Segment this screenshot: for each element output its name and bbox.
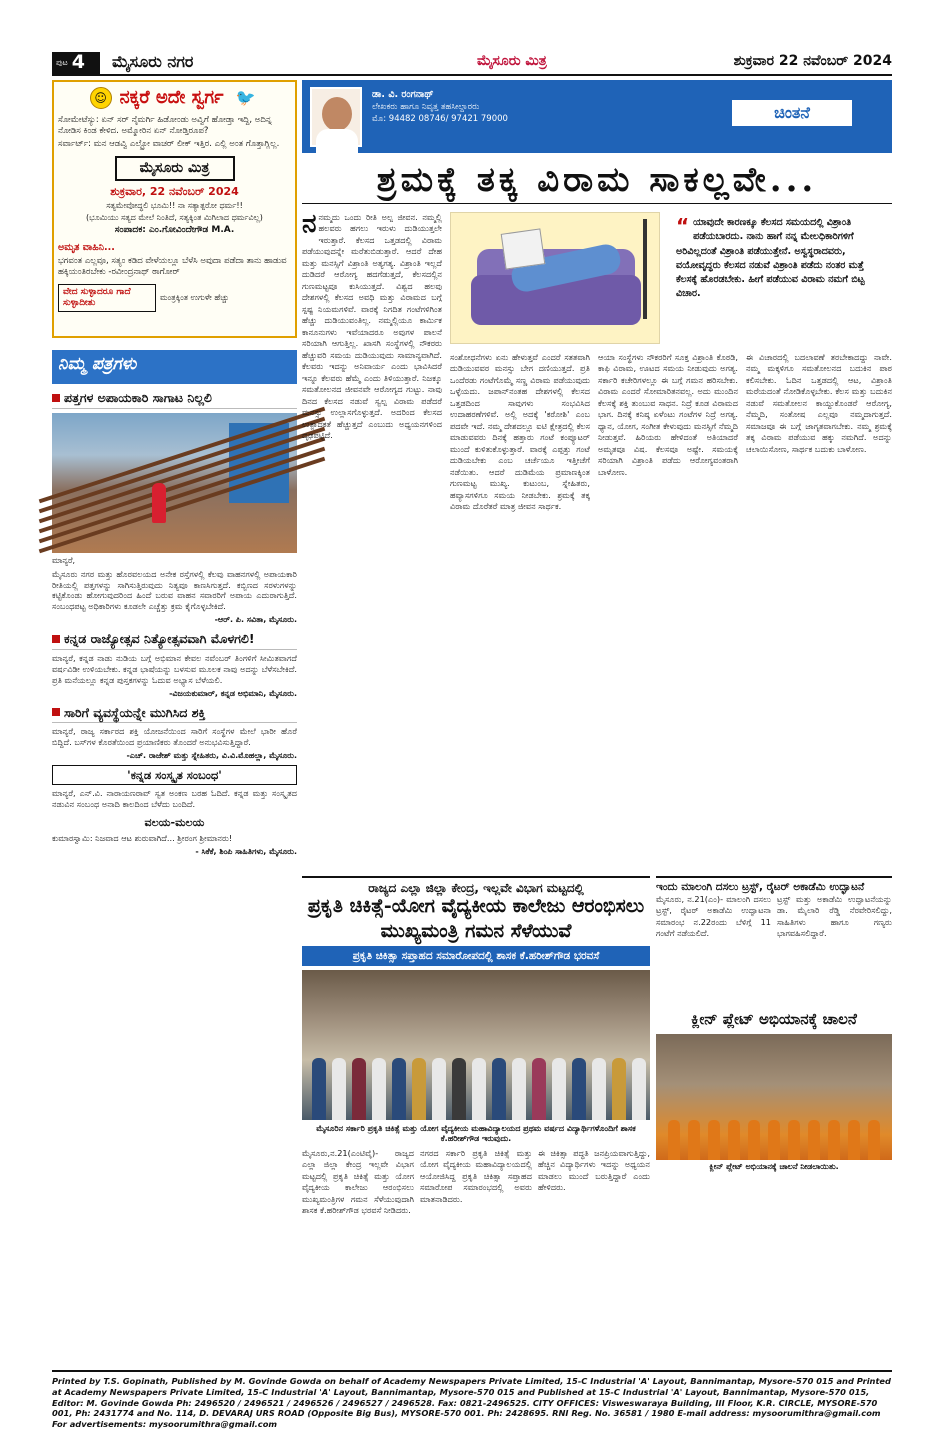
clean-plate-headline: ಕ್ಲೀನ್ ಪ್ಲೇಟ್ ಅಭಿಯಾನಕ್ಕೆ ಚಾಲನೆ xyxy=(691,1010,857,1028)
valaya-signature: - ಸಿಕೆಕೆ, ಶಿಂಪಿ ಸಾಹಿತಿಗಳು, ಮೈಸೂರು. xyxy=(195,846,297,856)
left-column xyxy=(52,80,297,857)
nakkare-date: ಶುಕ್ರವಾರ, 22 ನವೆಂಬರ್ 2024 xyxy=(110,185,239,199)
motto: ಸತ್ಯಮೇವೋದ್ಧಲಿ ಭೂಮಿ!! ನಾ ಸತ್ಯಾತ್ಪರೋ ಧರ್ಮ!! xyxy=(106,201,243,211)
resting-man-illustration xyxy=(450,212,660,344)
letter-2-signature: -ವಿಜಯಕುಮಾರ್, ಕನ್ನಡ ಅಭಿಮಾನಿ, ಮೈಸೂರು. xyxy=(169,688,297,698)
naturopathy-col-1: ಮೈಸೂರು,ನ.21(ಎಂಟಿವೈ)- ರಾಜ್ಯದ ಎಲ್ಲಾ ಜಿಲ್ಲಾ ಕೇಂದ್ರ ಇಲ್ಲವೇ ವಿಭಾಗ ಮಟ್ಟದಲ್ಲಿ ಪ್ರಕೃತಿ ಚಿಕಿತ್ಸೆ ಮತ್ತು ಯೋಗ ವೈದ್ಯಕೀಯ ಕಾಲೇಜು ಆರಂಭಿಸಲು ಮುಖ್ಯಮಂತ್ರಿಗಳ ಗಮನ ಸೆಳೆಯುವುದಾಗಿ ಶಾಸಕ ಕೆ.ಹರೀಶ್‌ಗೌಡ ಭರವಸೆ ನೀಡಿದರು. xyxy=(302,1148,414,1216)
quote-mark-icon: “ xyxy=(676,214,690,238)
naturopathy-kicker: ರಾಜ್ಯದ ಎಲ್ಲಾ ಜಿಲ್ಲಾ ಕೇಂದ್ರ, ಇಲ್ಲವೇ ವಿಭಾಗ ಮಟ್ಟದಲ್ಲಿ xyxy=(302,876,650,896)
group-photo xyxy=(302,970,650,1120)
letter-2-text: ಮಾನ್ಯರೆ, ಕನ್ನಡ ನಾಡು ನುಡಿಯ ಬಗ್ಗೆ ಅಭಿಮಾನ ಕೇವಲ ನವೆಂಬರ್ ತಿಂಗಳಿಗೆ ಸೀಮಿತವಾಗದೆ ವರ್ಷವಿಡೀ ಉಳಿಯಬೇಕು. ಕನ್ನಡ ಭಾಷೆಯನ್ನು ಬಳಸುವ ಮೂಲಕ ನಾವು ಅದನ್ನು ಬೆಳೆಸಬೇಕಿದೆ. ಪ್ರತಿ ಮನೆಯಲ್ಲೂ ಕನ್ನಡ ಪುಸ್ತಕಗಳನ್ನು ಓದುವ ಅಭ್ಯಾಸ ಬೆಳೆಯಲಿ. xyxy=(52,652,297,685)
author-photo xyxy=(310,87,362,147)
letter-3-title: ಸಾರಿಗೆ ವ್ಯವಸ್ಥೆಯನ್ನೇ ಮುಗಿಸಿದ ಶಕ್ತಿ xyxy=(52,705,297,724)
letter-2-title: ಕನ್ನಡ ರಾಜ್ಯೋತ್ಸವ ನಿತ್ಯೋತ್ಸವವಾಗಿ ಮೊಳಗಲಿ! xyxy=(52,631,297,650)
masthead xyxy=(52,50,892,76)
bird-icon: 🐦 xyxy=(235,88,256,107)
pipes-photo xyxy=(52,413,297,553)
bullet-square-icon xyxy=(52,394,60,402)
author-band xyxy=(302,80,892,153)
trust-text-1: ಮೈಸೂರು, ನ.21(ಎಂ)- ಮಾಲಂಗಿ ದಸಲು ಟ್ರಸ್ಟ್, ರೈಟರ್ ಅಕಾಡೆಮಿ ಉದ್ಘಾಟನಾ ಸಮಾರಂಭ ನ.22ರಂದು ಬೆಳಿಗ್ಗೆ 11 ಗಂಟೆಗೆ ನಡೆಯಲಿದೆ. xyxy=(656,894,771,939)
article-body xyxy=(302,209,892,872)
naturopathy-subhead: ಪ್ರಕೃತಿ ಚಿಕಿತ್ಸಾ ಸಪ್ತಾಹದ ಸಮಾರೋಪದಲ್ಲಿ ಶಾಸಕ ಕೆ.ಹರೀಶ್‌ಗೌಡ ಭರವಸೆ xyxy=(302,946,650,966)
letter-4-text: ಮಾನ್ಯರೆ, ಎನ್‌.ವಿ. ನಾರಾಯಣರಾವ್ ಸ್ವತ ಅಂಕಣ ಬರಹ ಓದಿದೆ. ಕನ್ನಡ ಮತ್ತು ಸಂಸ್ಕೃತದ ನಡುವಿನ ಸಂಬಂಧ ಅನಾದಿ ಕಾಲದಿಂದ ಬೆಳೆದು ಬಂದಿದೆ. xyxy=(52,788,297,810)
person-figure xyxy=(152,483,166,523)
amruta-text: ಭಗವಂತ ಎಲ್ಲವೂ, ಸತ್ಯಂ ಕಡಿದ ವೇಳೆಯಲ್ಲೂ ಬೆಳೆಸಿ ಅವುದಾ ಪಡೆದಾ ತಾನು ಹಾಡುವ ಹಕ್ಕಿಯಂತಿರಬೇಕು -ರವೀಂದ್ರನಾಥ್ ಠಾಗೋರ್ xyxy=(58,256,287,277)
issue-date: ಶುಕ್ರವಾರ 22 ನವೆಂಬರ್ 2024 xyxy=(733,53,892,69)
trust-text-2: ಟ್ರಸ್ಟ್ ಮತ್ತು ಅಕಾಡೆಮಿ ಉದ್ಘಾಟನೆಯನ್ನು ಡಾ. ಮೈಲಾರಿ ರೆಡ್ಡಿ ನೆರವೇರಿಸಲಿದ್ದು, ಸಾಹಿತಿಗಳು ಹಾಗೂ ಗಣ್ಯರು ಭಾಗವಹಿಸಲಿದ್ದಾರೆ. xyxy=(777,894,892,939)
nakkare-title: ನಕ್ಕರೆ ಅದೇ ಸ್ವರ್ಗ xyxy=(119,86,224,108)
naturopathy-col-3: ಈ ಚಿಕಿತ್ಸಾ ಪದ್ಧತಿ ಜನಪ್ರಿಯವಾಗುತ್ತಿದ್ದು, ಹೆಚ್ಚಿನ ವಿದ್ಯಾರ್ಥಿಗಳು ಇದನ್ನು ಅಧ್ಯಯನ ಮಾಡಲು ಮುಂದೆ ಬರುತ್ತಿದ್ದಾರೆ ಎಂದು ಹೇಳಿದರು. xyxy=(538,1148,650,1193)
letter-4-title: 'ಕನ್ನಡ ಸಂಸ್ಕೃತ ಸಂಬಂಧ' xyxy=(52,765,297,785)
letter-1-salutation: ಮಾನ್ಯರೆ, xyxy=(52,555,76,565)
motto-meaning: (ಭೂಮಿಯು ಸತ್ಯದ ಮೇಲೆ ನಿಂತಿದೆ, ಸತ್ಯಕ್ಕಿಂತ ಮಿಗಿಲಾದ ಧರ್ಮವಿಲ್ಲ) xyxy=(86,213,263,223)
letter-3-text: ಮಾನ್ಯರೆ, ರಾಜ್ಯ ಸರ್ಕಾರದ ಶಕ್ತಿ ಯೋಜನೆಯಿಂದ ಸಾರಿಗೆ ಸಂಸ್ಥೆಗಳ ಮೇಲೆ ಭಾರೀ ಹೊರೆ ಬಿದ್ದಿದೆ. ಬಸ್‌ಗಳ ಕೊರತೆಯಿಂದ ಪ್ರಯಾಣಿಕರು ತೊಂದರೆ ಅನುಭವಿಸುತ್ತಿದ್ದಾರೆ. xyxy=(52,726,297,748)
proverb-right: ಮಂತ್ರಕ್ಕಿಂತ ಉಗುಳೇ ಹೆಚ್ಚು xyxy=(160,292,230,302)
proverb-box xyxy=(58,284,291,313)
valaya-text: ಕುಮಾರಸ್ವಾಮಿ: ನಿಜವಾದ ಆಟ ಶುರುವಾಗಿದೆ... ಶ್ರೀರಂಗ ಶ್ರೀಮಾನರು! xyxy=(52,832,233,843)
clean-plate-caption: ಕ್ಲೀನ್ ಪ್ಲೇಟ್ ಅಭಿಯಾನಕ್ಕೆ ಚಾಲನೆ ನೀಡಲಾಯಿತು. xyxy=(709,1162,839,1171)
author-phone: ಮೊ: 94482 08746/ 97421 79000 xyxy=(372,113,508,124)
naturopathy-col-2: ನಗರದ ಸರ್ಕಾರಿ ಪ್ರಕೃತಿ ಚಿಕಿತ್ಸೆ ಮತ್ತು ಯೋಗ ವೈದ್ಯಕೀಯ ಮಹಾವಿದ್ಯಾಲಯದಲ್ಲಿ ಆಯೋಜಿಸಿದ್ದ ಪ್ರಕೃತಿ ಚಿಕಿತ್ಸಾ ಸಪ್ತಾಹದ ಸಮಾರೋಪ ಸಮಾರಂಭದಲ್ಲಿ ಅವರು ಮಾತನಾಡಿದರು. xyxy=(420,1148,532,1204)
article-column-2: ಸಂಶೋಧನೆಗಳು ಏನು ಹೇಳುತ್ತವೆ ಎಂದರೆ ಸತತವಾಗಿ ದುಡಿಯುವವರ ಮನಸ್ಸು ಬೇಗ ದಣಿಯುತ್ತದೆ. ಪ್ರತಿ ಒಂದೆರಡು ಗಂಟೆಗೊಮ್ಮೆ ಸಣ್ಣ ವಿರಾಮ ಪಡೆಯುವುದು ಒಳ್ಳೆಯದು. ಜಪಾನ್‌ನಂತಹ ದೇಶಗಳಲ್ಲಿ ಕೆಲಸದ ಒತ್ತಡದಿಂದ ಸಾವುಗಳು ಸಂಭವಿಸಿದ ಉದಾಹರಣೆಗಳಿವೆ. ಅಲ್ಲಿ ಅದಕ್ಕೆ 'ಕರೋಶಿ' ಎಂಬ ಪದವೇ ಇದೆ. ನಮ್ಮ ದೇಶದಲ್ಲೂ ಐಟಿ ಕ್ಷೇತ್ರದಲ್ಲಿ ಕೆಲಸ ಮಾಡುವವರು ದಿನಕ್ಕೆ ಹತ್ತಾರು ಗಂಟೆ ಕಂಪ್ಯೂಟರ್ ಮುಂದೆ ಕುಳಿತುಕೊಳ್ಳುತ್ತಾರೆ. ವಾರಕ್ಕೆ ಎಪ್ಪತ್ತು ಗಂಟೆ ದುಡಿಯಬೇಕು ಎಂಬ ಚರ್ಚೆಯೂ ಇತ್ತೀಚೆಗೆ ನಡೆಯಿತು. ಆದರೆ ದುಡಿಮೆಯ ಪ್ರಮಾಣಕ್ಕಿಂತ ಗುಣಮಟ್ಟ ಮುಖ್ಯ. ಕುಟುಂಬ, ಸ್ನೇಹಿತರು, ಹವ್ಯಾಸಗಳಿಗೂ ಸಮಯ ನೀಡಬೇಕು. ಶ್ರಮಕ್ಕೆ ತಕ್ಕ ವಿರಾಮ ದೊರೆತರೆ ಮಾತ್ರ ಜೀವನ ಸಾರ್ಥಕ. xyxy=(450,352,590,512)
nakkare-box xyxy=(52,80,297,338)
brand-name: ಮೈಸೂರು ಮಿತ್ರ xyxy=(477,53,547,69)
proverb-left: ವೇದ ಸುಳ್ಳಾದರೂ ಗಾದೆ ಸುಳ್ಳಾದೀತು xyxy=(58,284,156,313)
joke-line-1: ಸೋಮೇಟೆಸ್ಯು: ಏನ್ ಸರ್ ನೈಮರ್ಗಿ ಹಿಡೋಂಡು ಅವ್ವಿಗೆ ಹೋಡ್ತಾ ಇದ್ದಿ, ಅದಿನ್ನ ನೋಡಿಸ ಕಿಂಡ ಕೇಳಿದ. ಅಮ್ಮೋರಿನ ಏನ್ ನೋಡ್ತಿರೂಪ? xyxy=(58,115,272,136)
article-column-4: ಈ ವಿಚಾರದಲ್ಲಿ ಬದಲಾವಣೆ ತರಬೇಕಾದದ್ದು ನಾವೇ. ನಮ್ಮ ಮಕ್ಕಳಿಗೂ ಸಮತೋಲನದ ಬದುಕಿನ ಪಾಠ ಕಲಿಸಬೇಕು. ಓದಿನ ಒತ್ತಡದಲ್ಲಿ ಆಟ, ವಿಶ್ರಾಂತಿ ಮರೆಯದಂತೆ ನೋಡಿಕೊಳ್ಳಬೇಕು. ಕೆಲಸ ಮತ್ತು ಬದುಕಿನ ನಡುವೆ ಸಮತೋಲನ ಕಾಯ್ದುಕೊಂಡರೆ ಆರೋಗ್ಯ, ನೆಮ್ಮದಿ, ಸಂತೋಷ ಎಲ್ಲವೂ ನಮ್ಮದಾಗುತ್ತದೆ. ಸಮಾಜವೂ ಈ ಬಗ್ಗೆ ಜಾಗೃತವಾಗಬೇಕು. ನಮ್ಮ ಶ್ರಮಕ್ಕೆ ತಕ್ಕ ವಿರಾಮ ಪಡೆಯುವ ಹಕ್ಕು ನಮಗಿದೆ. ಅದನ್ನು ಚಲಾಯಿಸೋಣ, ಸಾರ್ಥಕ ಬದುಕು ಬಾಳೋಣ. xyxy=(746,352,892,454)
letter-1-text: ಮೈಸೂರು ನಗರ ಮತ್ತು ಹೊರವಲಯದ ಅನೇಕ ರಸ್ತೆಗಳಲ್ಲಿ ಕೆಲವು ವಾಹನಗಳಲ್ಲಿ ಅಪಾಯಕಾರಿ ರೀತಿಯಲ್ಲಿ ಪತ್ತಗಳನ್ನು ಸಾಗಿಸುತ್ತಿರುವುದು ನಿತ್ಯವೂ ಕಾಣಸಿಗುತ್ತದೆ. ಕಬ್ಬಿಣದ ಸರಳುಗಳನ್ನು ಕಟ್ಟಿಕೊಂಡು ಹೋಗುವುದರಿಂದ ಹಿಂದೆ ಬರುವ ವಾಹನ ಸವಾರರಿಗೆ ಅಪಾಯ ಎದುರಾಗುತ್ತಿದೆ. ಸಂಬಂಧಪಟ್ಟ ಅಧಿಕಾರಿಗಳು ಕೂಡಲೇ ಎಚ್ಚೆತ್ತು ಕ್ರಮ ಕೈಗೊಳ್ಳಬೇಕಿದೆ. xyxy=(52,568,297,612)
author-role: ಲೇಖಕರು ಹಾಗೂ ನಿವೃತ್ತ ತಹಸೀಲ್ದಾರರು xyxy=(372,101,480,112)
bullet-square-icon xyxy=(52,708,60,716)
article-column-1: ನನಮ್ಮದು ಒಂದು ರೀತಿ ಅಲ್ಪ ಜೀವನ. ನಮ್ಮಲ್ಲಿ ಹಲವರು ಹಗಲು ಇರುಳು ದುಡಿಯುತ್ತಲೇ ಇರುತ್ತಾರೆ. ಕೆಲಸದ ಒತ್ತಡದಲ್ಲಿ ವಿರಾಮ ಪಡೆಯುವುದನ್ನೇ ಮರೆತುಬಿಡುತ್ತಾರೆ. ಆದರೆ ದೇಹ ಮತ್ತು ಮನಸ್ಸಿಗೆ ವಿಶ್ರಾಂತಿ ಅತ್ಯಗತ್ಯ. ವಿಶ್ರಾಂತಿ ಇಲ್ಲದೆ ದುಡಿದರೆ ಆರೋಗ್ಯ ಹದಗೆಡುತ್ತದೆ, ಕೆಲಸದಲ್ಲಿನ ಗುಣಮಟ್ಟವೂ ಕುಸಿಯುತ್ತದೆ. ವಿಶ್ವದ ಹಲವು ದೇಶಗಳಲ್ಲಿ ಕೆಲಸದ ಅವಧಿ ಮತ್ತು ವಿರಾಮದ ಬಗ್ಗೆ ಸ್ಪಷ್ಟ ನಿಯಮಗಳಿವೆ. ವಾರಕ್ಕೆ ನಿಗದಿತ ಗಂಟೆಗಳಿಗಿಂತ ಹೆಚ್ಚು ದುಡಿಯುವಂತಿಲ್ಲ. ನಮ್ಮಲ್ಲಿಯೂ ಕಾರ್ಮಿಕ ಕಾನೂನುಗಳು ಇವೆಯಾದರೂ ಅವುಗಳ ಪಾಲನೆ ಸರಿಯಾಗಿ ಆಗುತ್ತಿಲ್ಲ. ಖಾಸಗಿ ಸಂಸ್ಥೆಗಳಲ್ಲಿ ನೌಕರರು ಹೆಚ್ಚುವರಿ ಸಮಯ ದುಡಿಯುವುದು ಸಾಮಾನ್ಯವಾಗಿದೆ. ಕೆಲವರು ಇದನ್ನು ಅನಿವಾರ್ಯ ಎಂದು ಭಾವಿಸಿದರೆ ಇನ್ನೂ ಕೆಲವರು ಹೆಮ್ಮೆ ಎಂದು ತಿಳಿಯುತ್ತಾರೆ. ನಿಜಕ್ಕೂ ಸಮತೋಲನದ ಜೀವನವೇ ಆರೋಗ್ಯದ ಗುಟ್ಟು. ನಾವು ದಿನದ ಕೆಲಸದ ನಡುವೆ ಸ್ವಲ್ಪ ವಿರಾಮ ಪಡೆದರೆ ಮನಸ್ಸು ಉಲ್ಲಾಸಗೊಳ್ಳುತ್ತದೆ. ಅದರಿಂದ ಕೆಲಸದ ಉತ್ಪಾದಕತೆ ಹೆಚ್ಚುತ್ತದೆ ಎಂಬುದು ಅಧ್ಯಯನಗಳಿಂದ ದೃಢಪಟ್ಟಿದೆ. xyxy=(302,209,442,441)
letter-1-title: ಪತ್ತಗಳ ಅಪಾಯಕಾರಿ ಸಾಗಾಟ ನಿಲ್ಲಲಿ xyxy=(52,390,297,409)
nakkare-header xyxy=(58,84,291,112)
trust-headline: ಇಂದು ಮಾಲಂಗಿ ದಸಲು ಟ್ರಸ್ಟ್, ರೈಟರ್ ಅಕಾಡೆಮಿ ಉದ್ಘಾಟನೆ xyxy=(656,876,892,894)
author-name: ಡಾ. ವಿ. ರಂಗನಾಥ್ xyxy=(372,89,434,100)
editor-line: ಸಂಪಾದಕ: ಎಂ.ಗೋವಿಂದೇಗೌಡ M.A. xyxy=(114,225,235,236)
drop-cap: ನ xyxy=(302,209,317,239)
letter-3-signature: -ಎಚ್‌. ರಾಜೇಶ್ ಮತ್ತು ಸ್ನೇಹಿತರು, ವಿ.ವಿ.ಮೊಹಲ್ಲಾ, ಮೈಸೂರು. xyxy=(126,751,297,761)
clean-plate-photo xyxy=(656,1034,892,1160)
imprint-footer: Printed by T.S. Gopinath, Published by M. Govinde Gowda on behalf of Academy Newspapers Private Limited, 15-C Industrial 'A' Layout, Bannimantap, Mysore-570 015 and Printed at Academy Newspapers Private Limited, 15-C Industrial 'A' Layout, Bannimantap, Mysore-570 015 and Published at 15-C Industrial 'A' Layout, Bannimantap, Mysore-570 015, Editor: M. Govinde Gowda Ph: 2496520 / 2496521 / 2496526 / 2496527 / 2496528. Fax: 0821-2496525. CITY OFFICES: Visweswaraya Building, III Floor, K.R. CIRCLE, MYSORE-570 001, Ph: 2431774 and No. 114, D. DEVARAJ URS ROAD (Opposite Big Bus), MYSORE-570 001. Ph: 2428695. RNI Reg. No. 36581 / 1980 E-mail address: mysoorumithra@gmail.com For advertisements: mysoorumithra@gmail.com xyxy=(52,1370,892,1430)
joke-line-2: ಸರ್ವಾರ್ಟ್‌: ಮನ ಆಡವ್ವಿ ಎಲ್ಟ್ರೋ ವಾಚರ್ ಲೀಕ್ ಇತ್ತಿರ. ಎಲ್ಲಿ ಅಂತ ಗೊತ್ತಾಗ್ಲಿಲ್ಲ. xyxy=(58,139,280,150)
naturopathy-headline: ಪ್ರಕೃತಿ ಚಿಕಿತ್ಸೆ-ಯೋಗ ವೈದ್ಯಕೀಯ ಕಾಲೇಜು ಆರಂಭಿಸಲು ಮುಖ್ಯಮಂತ್ರಿ ಗಮನ ಸೆಳೆಯುವೆ xyxy=(307,895,645,942)
page-label: ಪುಟ xyxy=(56,58,68,67)
section-title: ಮೈಸೂರು ನಗರ xyxy=(112,52,194,71)
article-column-3: ಆಯಾ ಸಂಸ್ಥೆಗಳು ನೌಕರರಿಗೆ ಸೂಕ್ತ ವಿಶ್ರಾಂತಿ ಕೊಠಡಿ, ಕಾಫಿ ವಿರಾಮ, ಊಟದ ಸಮಯ ನೀಡುವುದು ಅಗತ್ಯ. ಸರ್ಕಾರಿ ಕಚೇರಿಗಳಲ್ಲೂ ಈ ಬಗ್ಗೆ ಗಮನ ಹರಿಸಬೇಕು. ವಿರಾಮ ಎಂದರೆ ಸೋಮಾರಿತನವಲ್ಲ. ಅದು ಮುಂದಿನ ಕೆಲಸಕ್ಕೆ ಶಕ್ತಿ ತುಂಬುವ ಸಾಧನ. ನಿದ್ರೆ ಕೂಡ ವಿರಾಮದ ಭಾಗ. ದಿನಕ್ಕೆ ಕನಿಷ್ಠ ಏಳೆಂಟು ಗಂಟೆಗಳ ನಿದ್ರೆ ಅಗತ್ಯ. ಧ್ಯಾನ, ಯೋಗ, ಸಂಗೀತ ಕೇಳುವುದು ಮನಸ್ಸಿಗೆ ನೆಮ್ಮದಿ ನೀಡುತ್ತವೆ. ಹಿರಿಯರು ಹೇಳಿದಂತೆ ಅತಿಯಾದರೆ ಅಮೃತವೂ ವಿಷ. ಕೆಲಸವೂ ಅಷ್ಟೇ. ಸಮಯಕ್ಕೆ ಸರಿಯಾಗಿ ವಿಶ್ರಾಂತಿ ಪಡೆದು ಆರೋಗ್ಯವಂತರಾಗಿ ಬಾಳೋಣ. xyxy=(598,352,738,477)
brand-logo-box: ಮೈಸೂರು ಮಿತ್ರ xyxy=(115,156,235,182)
article-title: ಶ್ರಮಕ್ಕೆ ತಕ್ಕ ವಿರಾಮ ಸಾಕಲ್ಲವೇ... xyxy=(302,156,892,204)
valaya-title: ವಲಯ-ಮಲಯ xyxy=(144,816,205,830)
bullet-square-icon xyxy=(52,635,60,643)
page-number-box xyxy=(52,52,100,74)
author-info xyxy=(372,88,508,126)
letters-banner xyxy=(52,350,297,384)
amruta-title: ಅಮೃತ ವಾಹಿನಿ... xyxy=(58,242,115,254)
column-label: ಚಿಂತನೆ xyxy=(732,100,852,126)
laughing-face-icon: ☺ xyxy=(90,87,112,109)
pull-quote: “ ಯಾವುದೇ ಕಾರಣಕ್ಕೂ ಕೆಲಸದ ಸಮಯದಲ್ಲಿ ವಿಶ್ರಾಂತಿ ಪಡೆಯಬಾರದು. ನಾನು ಹಾಗೆ ನನ್ನ ಮೇಲಧಿಕಾರಿಗಳಿಗೆ ಅರಿವಿಲ್ಲದಂತೆ ವಿಶ್ರಾಂತಿ ಪಡೆಯುತ್ತೇನೆ. ಅಸ್ವಸ್ಥರಾದವರು, ವಯೋವೃದ್ಧರು ಕೆಲಸದ ನಡುವೆ ವಿಶ್ರಾಂತಿ ಪಡೆದು ನಂತರ ಮತ್ತೆ ಕೆಲಸಕ್ಕೆ ಹೊರಡಬೇಕು. ಹೀಗೆ ಪಡೆಯುವ ವಿರಾಮ ನಮಗೆ ಬಿಟ್ಟ ವಿಚಾರ. xyxy=(668,212,892,344)
group-photo-caption: ಮೈಸೂರಿನ ಸರ್ಕಾರಿ ಪ್ರಕೃತಿ ಚಿಕಿತ್ಸೆ ಮತ್ತು ಯೋಗ ವೈದ್ಯಕೀಯ ಮಹಾವಿದ್ಯಾಲಯದ ಪ್ರಥಮ ವರ್ಷದ ವಿದ್ಯಾರ್ಥಿಗಳೊಂದಿಗೆ ಶಾಸಕ ಕೆ.ಹರೀಶ್‌ಗೌಡ ಇರುವುದು. xyxy=(316,1124,636,1143)
letter-1-signature: -ಆರ್‌. ಪಿ. ಸವಿತಾ, ಮೈಸೂರು. xyxy=(214,615,297,625)
page-number: 4 xyxy=(71,51,85,74)
letters-banner-title: ನಿಮ್ಮ ಪತ್ರಗಳು xyxy=(58,354,137,374)
newspaper-icon xyxy=(501,228,546,269)
